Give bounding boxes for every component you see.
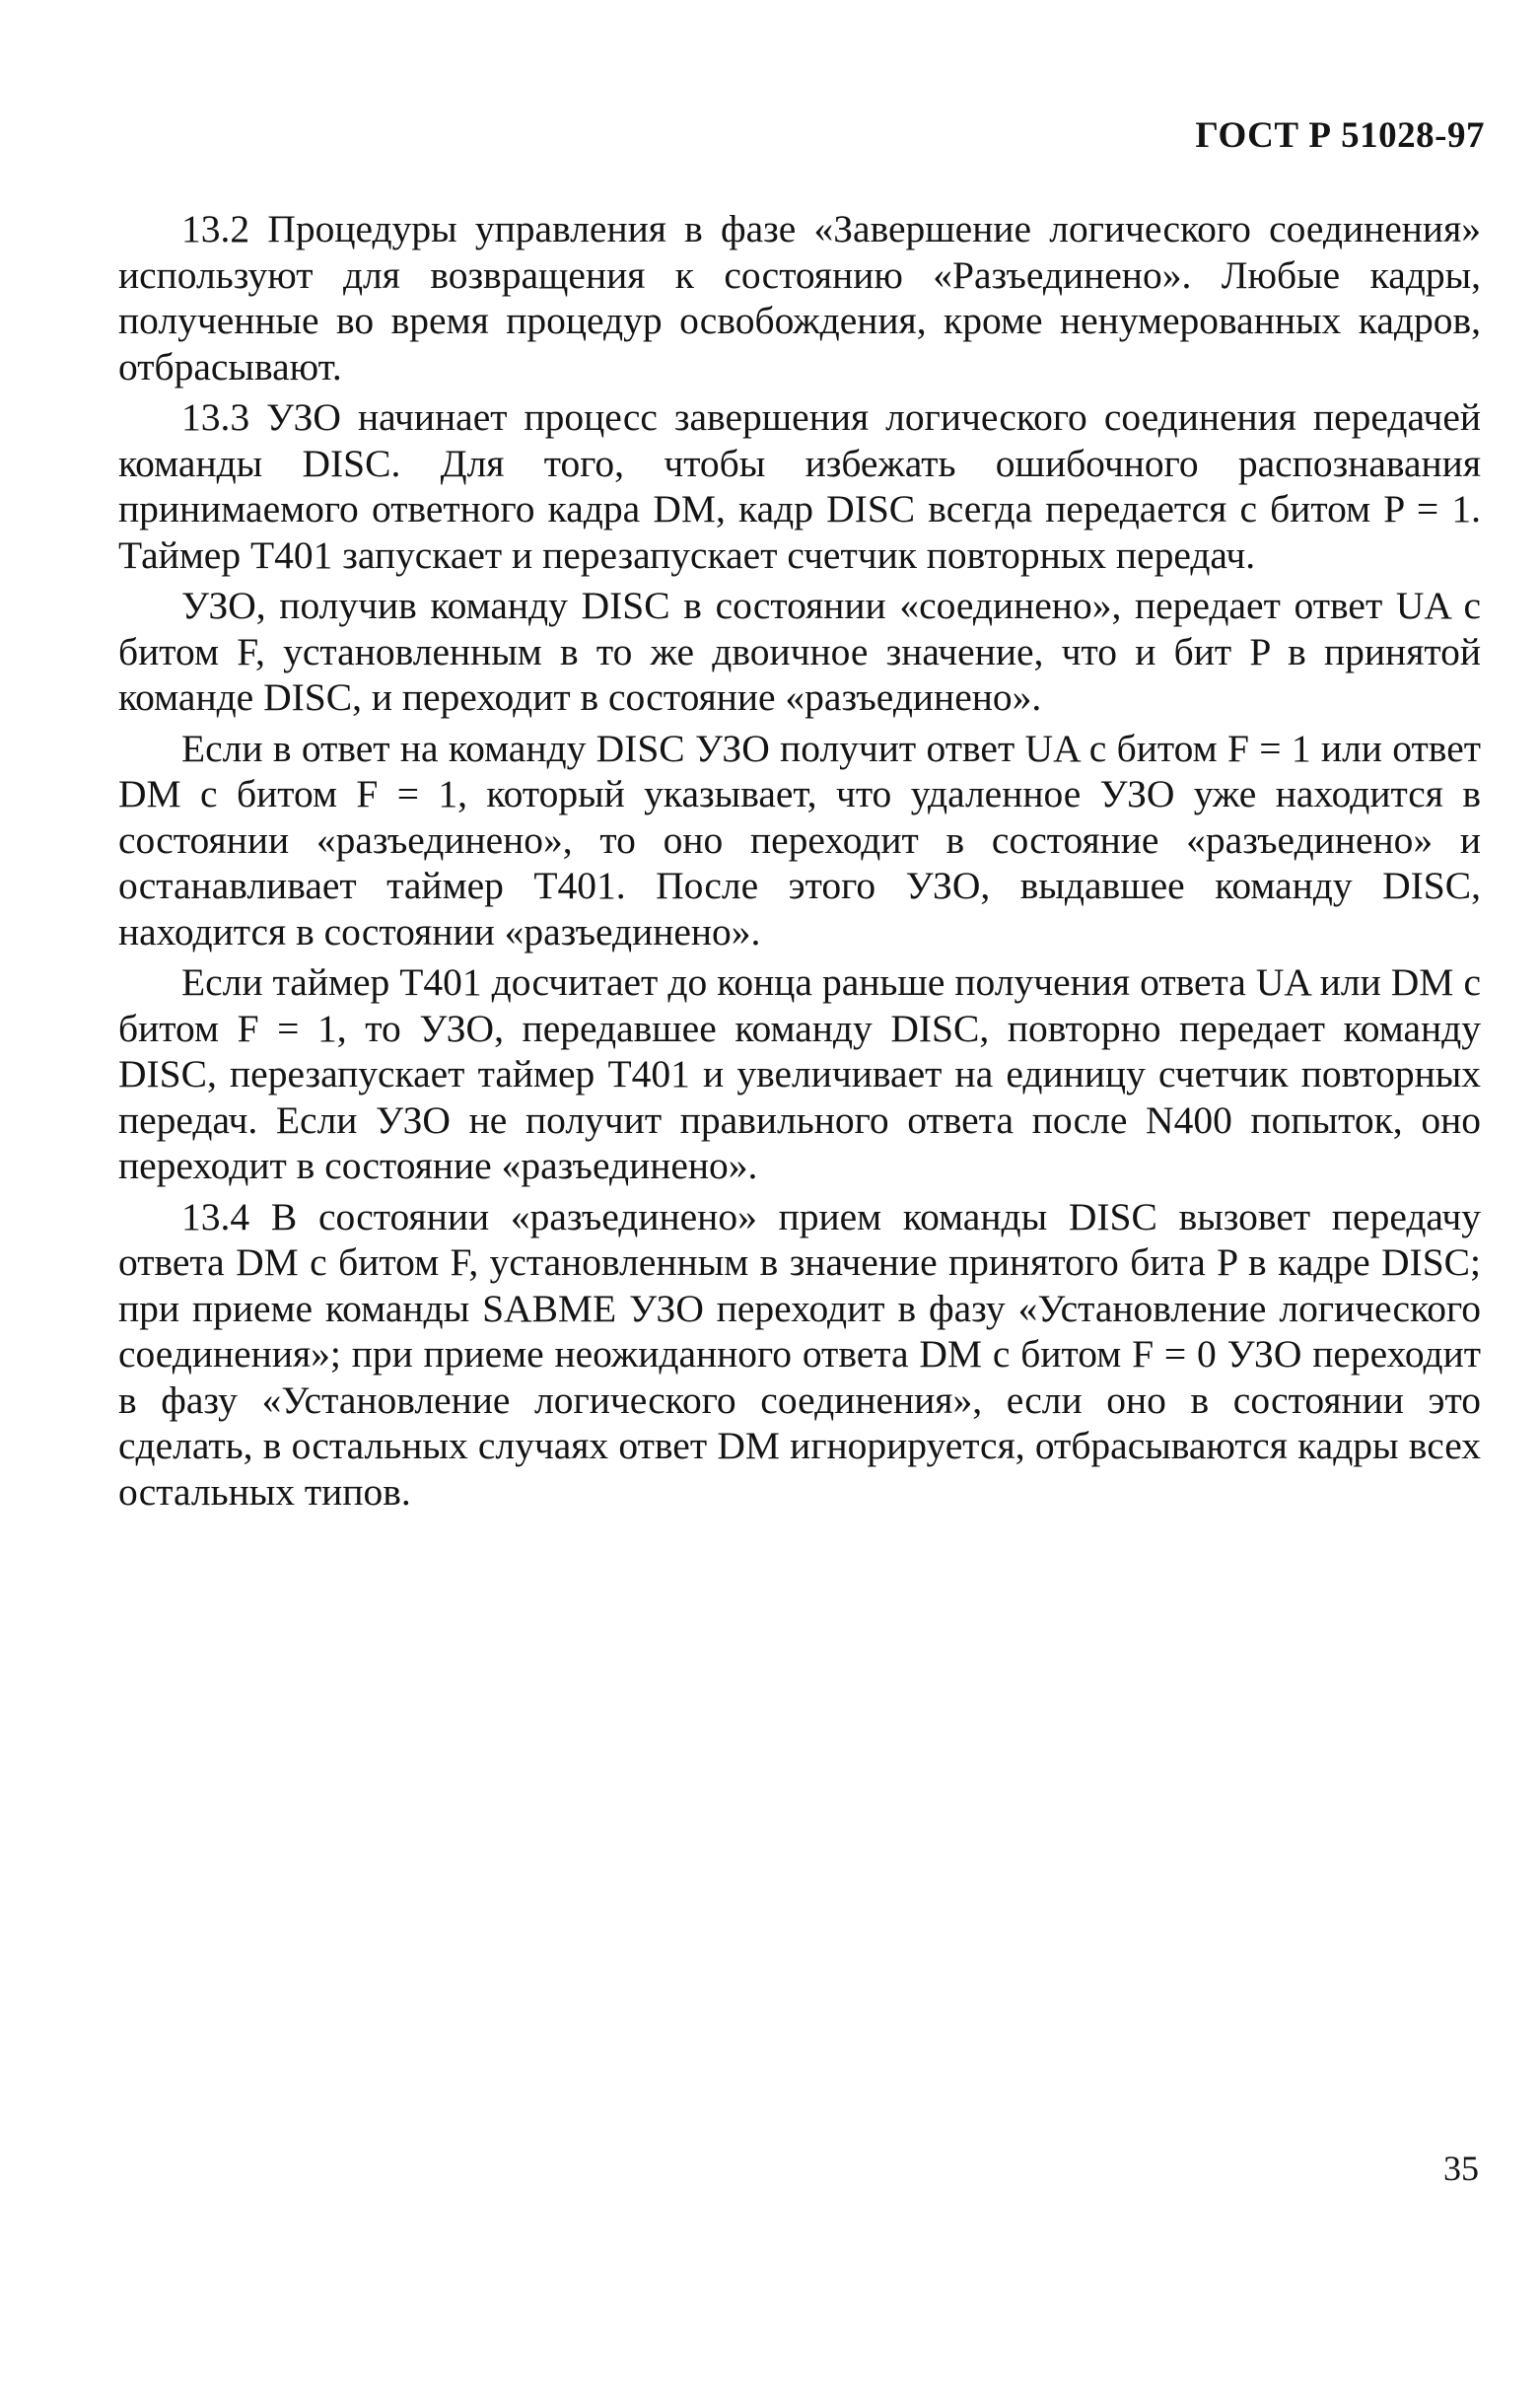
document-body (118, 206, 1481, 1519)
page-number: 35 (1443, 2149, 1479, 2188)
paragraph-disc-response: Если в ответ на команду DISC УЗО получит ответ UA с битом F = 1 или ответ DM с битом F = 1, который указывает, что удаленное УЗО уже находится в состоянии «разъединено», то оно переходит в состояние «разъединено» и останавливает таймер T401. После этого УЗО, выдавшее команду DISC, находится в состоянии «разъединено». (118, 726, 1481, 953)
paragraph-timer-expiry: Если таймер T401 досчитает до конца раньше получения ответа UA или DM с битом F = 1, то УЗО, передавшее команду DISC, повторно передает команду DISC, перезапускает таймер T401 и увеличивает на единицу счетчик повторных передач. Если УЗО не получит правильного ответа после N400 попыток, оно переходит в состояние «разъединено». (118, 960, 1481, 1187)
standard-code-header: ГОСТ Р 51028-97 (1195, 115, 1485, 156)
paragraph-13-4: 13.4 В состоянии «разъединено» прием команды DISC вызовет передачу ответа DM с битом F, установленным в значение принятого бита P в кадре DISC; при приеме команды SABME УЗО переходит в фазу «Установление логического соединения»; при приеме неожиданного ответа DM с битом F = 0 УЗО переходит в фазу «Установление логического соединения», если оно в состоянии это сделать, в остальных случаях ответ DM игнорируется, отбрасываются кадры всех остальных типов. (118, 1194, 1481, 1514)
paragraph-13-2: 13.2 Процедуры управления в фазе «Завершение логического соединения» используют для возвращения к состоянию «Разъединено». Любые кадры, полученные во время процедур освобождения, кроме ненумерованных кадров, отбрасывают. (118, 207, 1481, 388)
paragraph-disc-connected: УЗО, получив команду DISC в состоянии «соединено», передает ответ UA с битом F, установленным в то же двоичное значение, что и бит P в принятой команде DISC, и переходит в состояние «разъединено». (118, 584, 1481, 719)
paragraph-13-3: 13.3 УЗО начинает процесс завершения логического соединения передачей команды DISC. Для того, чтобы избежать ошибочного распознавания принимаемого ответного кадра DM, кадр DISC всегда передается с битом P = 1. Таймер T401 запускает и перезапускает счетчик повторных передач. (118, 395, 1481, 577)
